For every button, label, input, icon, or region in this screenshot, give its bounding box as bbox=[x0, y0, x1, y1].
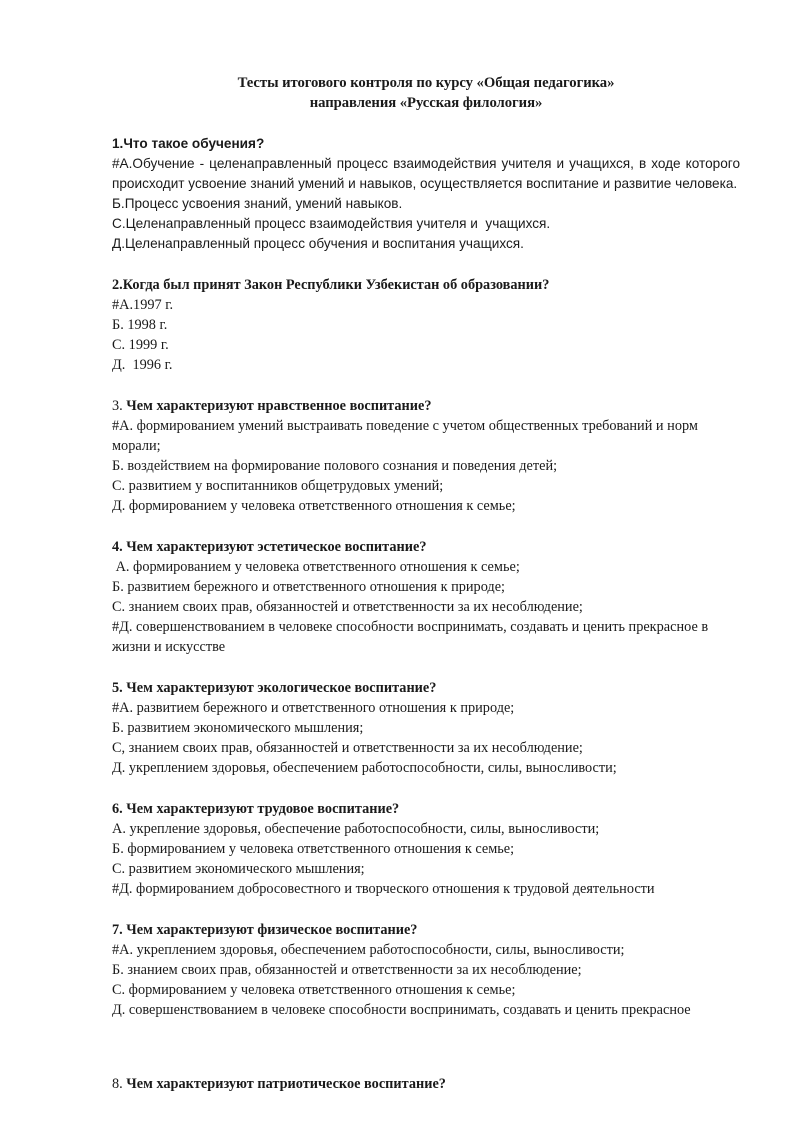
question-1-option-c[interactable]: С.Целенаправленный процесс взаимодействия учителя и учащихся. bbox=[112, 216, 551, 231]
question-2-option-c[interactable]: С. 1999 г. bbox=[112, 337, 169, 353]
page-title bbox=[112, 74, 740, 113]
page-title-line-1: Тесты итогового контроля по курсу «Общая педагогика» bbox=[237, 75, 615, 91]
question-4-option-c[interactable]: С. знанием своих прав, обязанностей и ответственности за их несоблюдение; bbox=[112, 599, 583, 615]
question-number-3: 3. bbox=[112, 398, 127, 414]
question-1-option-b[interactable]: Б.Процесс усвоения знаний, умений навыков. bbox=[112, 196, 403, 211]
question-number-5: 5. bbox=[112, 680, 127, 696]
question-5-option-a[interactable]: #А. развитием бережного и ответственного отношения к природе; bbox=[112, 700, 515, 716]
question-number-1: 1. bbox=[112, 136, 124, 151]
question-4-option-a[interactable]: А. формированием у человека ответственного отношения к семье; bbox=[112, 559, 520, 575]
question-text-6: Чем характеризуют трудовое воспитание? bbox=[126, 801, 400, 817]
question-block-7 bbox=[112, 920, 740, 1020]
question-4-option-b[interactable]: Б. развитием бережного и ответственного отношения к природе; bbox=[112, 579, 506, 595]
question-7-option-a[interactable]: #А. укреплением здоровья, обеспечением работоспособности, силы, выносливости; bbox=[112, 942, 625, 958]
question-heading-5 bbox=[112, 678, 740, 698]
question-number-8: 8. bbox=[112, 1076, 127, 1092]
question-heading-2 bbox=[112, 275, 740, 295]
question-block-5 bbox=[112, 678, 740, 778]
question-text-5: Чем характеризуют экологическое воспитание? bbox=[126, 680, 437, 696]
question-2-option-a[interactable]: #А.1997 г. bbox=[112, 297, 174, 313]
question-3-option-a[interactable]: #А. формированием умений выстраивать поведение с учетом общественных требований и норм морали; bbox=[112, 418, 702, 454]
question-heading-3 bbox=[112, 396, 740, 416]
question-5-option-d[interactable]: Д. укреплением здоровья, обеспечением работоспособности, силы, выносливости; bbox=[112, 760, 617, 776]
question-2-option-b[interactable]: Б. 1998 г. bbox=[112, 317, 168, 333]
document-content bbox=[112, 74, 740, 1094]
question-1-option-a[interactable]: #А.Обучение - целенаправленный процесс взаимодействия учителя и учащихся, в ходе которого происходит усвоение знаний умений и навыков, осуществляется воспитание и развитие человека. bbox=[112, 156, 740, 191]
question-block-4 bbox=[112, 537, 740, 657]
question-text-8: Чем характеризуют патриотическое воспитание? bbox=[126, 1076, 446, 1092]
question-3-option-d[interactable]: Д. формированием у человека ответственного отношения к семье; bbox=[112, 498, 516, 514]
question-4-option-d[interactable]: #Д. совершенствованием в человеке способности воспринимать, создавать и ценить прекрасное в жизни и искусстве bbox=[112, 619, 712, 655]
question-5-option-b[interactable]: Б. развитием экономического мышления; bbox=[112, 720, 364, 736]
question-3-option-b[interactable]: Б. воздействием на формирование полового сознания и поведения детей; bbox=[112, 458, 558, 474]
question-7-option-d[interactable]: Д. совершенствованием в человеке способности воспринимать, создавать и ценить прекрасное bbox=[112, 1002, 691, 1018]
question-heading-7 bbox=[112, 920, 740, 940]
question-6-option-d[interactable]: #Д. формированием добросовестного и творческого отношения к трудовой деятельности bbox=[112, 881, 655, 897]
page-title-line-2: направления «Русская филология» bbox=[309, 94, 543, 111]
question-block-1 bbox=[112, 134, 740, 254]
question-3-option-c[interactable]: С. развитием у воспитанников общетрудовых умений; bbox=[112, 478, 444, 494]
question-heading-4 bbox=[112, 537, 740, 557]
question-6-option-b[interactable]: Б. формированием у человека ответственного отношения к семье; bbox=[112, 841, 515, 857]
question-block-6 bbox=[112, 799, 740, 899]
question-text-4: Чем характеризуют эстетическое воспитание? bbox=[126, 539, 427, 555]
question-number-7: 7. bbox=[112, 922, 127, 938]
question-block-2 bbox=[112, 275, 740, 375]
question-heading-1 bbox=[112, 134, 740, 154]
question-text-7: Чем характеризуют физическое воспитание? bbox=[126, 922, 418, 938]
question-text-1: Что такое обучения? bbox=[123, 136, 265, 151]
question-text-3: Чем характеризуют нравственное воспитание? bbox=[126, 398, 432, 414]
question-heading-6 bbox=[112, 799, 740, 819]
question-block-3 bbox=[112, 396, 740, 516]
question-2-option-d[interactable]: Д. 1996 г. bbox=[112, 357, 173, 373]
question-6-option-a[interactable]: А. укрепление здоровья, обеспечение работоспособности, силы, выносливости; bbox=[112, 821, 600, 837]
question-1-option-d[interactable]: Д.Целенаправленный процесс обучения и воспитания учащихся. bbox=[112, 236, 524, 251]
question-number-2: 2. bbox=[112, 277, 123, 293]
question-7-option-c[interactable]: С. формированием у человека ответственного отношения к семье; bbox=[112, 982, 516, 998]
question-number-6: 6. bbox=[112, 801, 127, 817]
question-6-option-c[interactable]: С. развитием экономического мышления; bbox=[112, 861, 365, 877]
question-number-4: 4. bbox=[112, 539, 127, 555]
question-block-8 bbox=[112, 1074, 740, 1094]
question-5-option-c[interactable]: С, знанием своих прав, обязанностей и ответственности за их несоблюдение; bbox=[112, 740, 583, 756]
question-heading-8 bbox=[112, 1074, 740, 1094]
question-text-2: Когда был принят Закон Республики Узбекистан об образовании? bbox=[122, 277, 550, 293]
question-7-option-b[interactable]: Б. знанием своих прав, обязанностей и ответственности за их несоблюдение; bbox=[112, 962, 582, 978]
